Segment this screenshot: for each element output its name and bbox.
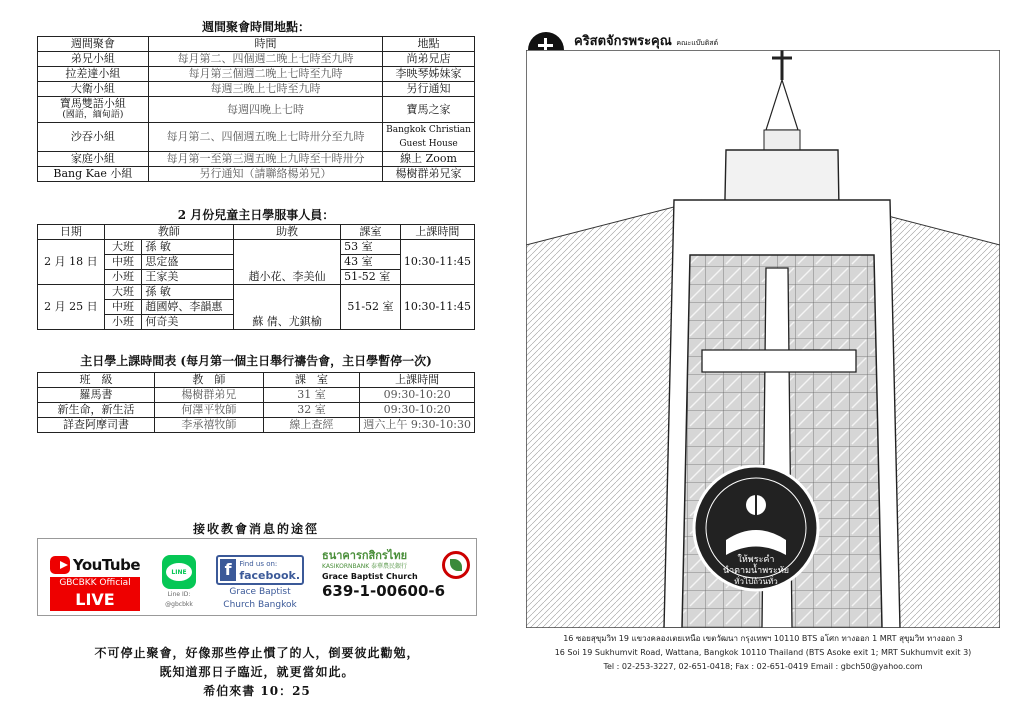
church-name-thai-small: คณะแบ๊บติสต์ — [676, 39, 719, 47]
table-row — [38, 82, 475, 97]
class-name: 小班 — [104, 270, 142, 285]
bank-name-thai: ธนาคารกสิกรไทย — [322, 549, 408, 562]
weekly-meetings-table — [37, 36, 475, 182]
meeting-time: 每月第三個週二晚上七時至九時 — [148, 67, 382, 82]
group-name: 沙吞小組 — [38, 123, 149, 152]
table-row — [38, 167, 475, 182]
youtube-live-badge — [50, 577, 140, 611]
church-name-thai-main: คริสตจักรพระคุณ — [574, 34, 672, 49]
group-name: 弟兄小組 — [38, 52, 149, 67]
teacher-name: 李承禧牧師 — [155, 418, 264, 433]
youtube-wordmark: YouTube — [72, 556, 140, 574]
emblem-text-3: ทั่วไปถ้วนทั่ว — [734, 577, 778, 586]
date-cell: 2 月 25 日 — [38, 285, 105, 330]
facebook-logo — [216, 555, 304, 585]
meeting-place: 尚弟兄店 — [383, 52, 475, 67]
facebook-wordmark: facebook. — [239, 569, 300, 582]
class-name: 大班 — [104, 285, 142, 300]
table-row — [38, 67, 475, 82]
class-name: 小班 — [104, 315, 142, 330]
line-logo-icon — [162, 555, 196, 589]
teacher-name: 趙國婷、李韻惠 — [142, 300, 234, 315]
col-header: 日期 — [38, 225, 105, 240]
assistant-name: 蘇 倩、尤錤榆 — [234, 315, 341, 330]
meeting-time: 每月第二、四個週五晚上七時卅分至九時 — [148, 123, 382, 152]
bank-account-number: 639-1-00600-6 — [322, 582, 446, 600]
assistant-name — [234, 300, 341, 315]
verse-line-1: 不可停止聚會，好像那些停止慣了的人，倒要彼此勸勉， — [94, 646, 420, 660]
table-row — [38, 285, 475, 300]
col-header: 地點 — [383, 37, 475, 52]
verse-reference: 希伯來書 10：25 — [203, 684, 311, 698]
line-id-value: @gbcbkk — [165, 601, 193, 608]
class-name: 羅馬書 — [38, 388, 155, 403]
meeting-time: 每月第一至第三週五晚上九時至十時卅分 — [148, 152, 382, 167]
sunday-school-staff-table — [37, 224, 475, 330]
youtube-play-icon — [50, 556, 70, 574]
class-name: 詳查阿摩司書 — [38, 418, 155, 433]
table-row — [38, 152, 475, 167]
room-name: 53 室 — [341, 240, 401, 255]
meetings-title: 週間聚會時間地點： — [201, 20, 310, 34]
emblem-text-2: นำตามน้ำพระทัย — [722, 566, 790, 576]
class-name: 中班 — [104, 255, 142, 270]
class-time: 10:30-11:45 — [400, 285, 474, 330]
line-account[interactable] — [158, 555, 200, 613]
contact-numbers: Tel : 02-253-3227, 02-651-0418; Fax : 02-651-0419 Email : gbch50@yahoo.com — [603, 662, 923, 671]
col-header: 課室 — [341, 225, 401, 240]
room-name: 51-52 室 — [341, 270, 401, 285]
emblem-text-1: ให้พระคำ — [737, 555, 775, 565]
teacher-name: 何澤平牧師 — [155, 403, 264, 418]
church-building-illustration — [526, 50, 1000, 628]
facebook-f-icon: f — [220, 559, 236, 581]
col-header: 時間 — [148, 37, 382, 52]
facebook-page[interactable] — [214, 555, 306, 613]
church-name-thai — [574, 30, 718, 51]
group-name: 寶馬雙語小組 — [59, 97, 126, 110]
group-name: Bang Kae 小組 — [38, 167, 149, 182]
meeting-place-line2: Guest House — [399, 139, 458, 149]
col-header: 上課時間 — [360, 373, 475, 388]
date-cell: 2 月 18 日 — [38, 240, 105, 285]
col-header: 教 師 — [155, 373, 264, 388]
meeting-place: Bangkok Christian — [386, 125, 471, 135]
room-name: 32 室 — [263, 403, 360, 418]
group-name: 家庭小組 — [38, 152, 149, 167]
group-languages: (國語，緬甸語) — [62, 110, 124, 120]
teacher-name: 孫 敏 — [142, 240, 234, 255]
col-header: 上課時間 — [400, 225, 474, 240]
group-name-cell — [38, 97, 149, 123]
kasikorn-leaf-icon — [442, 551, 470, 579]
contact-channels-box — [37, 538, 477, 616]
youtube-channel-name: GBCBKK Official — [59, 578, 131, 588]
line-id-label: Line ID: — [167, 591, 191, 598]
meeting-place: 李映琴姊妹家 — [383, 67, 475, 82]
assistant-name — [234, 255, 341, 270]
assistant-name — [234, 240, 341, 255]
class-name: 中班 — [104, 300, 142, 315]
table-row — [38, 240, 475, 255]
table-header-row — [38, 37, 475, 52]
table-row — [38, 388, 475, 403]
table-row — [38, 123, 475, 152]
table-header-row — [38, 373, 475, 388]
facebook-logo-text — [239, 559, 300, 581]
table-row — [38, 418, 475, 433]
verse-line-2: 既知道那日子臨近，就更當如此。 — [159, 665, 355, 679]
youtube-channel[interactable] — [50, 555, 140, 611]
schedule-title: 主日學上課時間表 (每月第一個主日舉行禱告會，主日學暫停一次) — [80, 354, 432, 368]
scripture-verse — [37, 644, 477, 701]
group-name: 拉差達小組 — [38, 67, 149, 82]
class-name: 大班 — [104, 240, 142, 255]
room-name: 31 室 — [263, 388, 360, 403]
church-address — [512, 632, 1014, 674]
teacher-name: 王家美 — [142, 270, 234, 285]
address-english: 16 Soi 19 Sukhumvit Road, Wattana, Bangkok 10110 Thailand (BTS Asoke exit 1; MRT Sukhumvit exit 3) — [554, 648, 972, 657]
class-time: 週六上午 9:30-10:30 — [360, 418, 475, 433]
meeting-place: 楊樹群弟兄家 — [383, 167, 475, 182]
teacher-name: 思定盛 — [142, 255, 234, 270]
table-row — [38, 52, 475, 67]
meeting-time: 每週三晚上七時至九時 — [148, 82, 382, 97]
class-time: 09:30-10:20 — [360, 403, 475, 418]
meeting-place-cell — [383, 123, 475, 152]
room-name: 43 室 — [341, 255, 401, 270]
line-logo-text: LINE — [166, 563, 192, 581]
meeting-place: 線上 Zoom — [383, 152, 475, 167]
class-name: 新生命，新生活 — [38, 403, 155, 418]
facebook-find-label: Find us on: — [239, 560, 278, 568]
room-name: 51-52 室 — [341, 285, 401, 330]
contact-title: 接收教會消息的途徑 — [192, 522, 319, 536]
address-thai: 16 ซอยสุขุมวิท 19 แขวงคลองเตยเหนือ เขตวัฒนา กรุงเทพฯ 10110 BTS อโศก ทางออก 1 MRT สุขุมวิท ทางออก 3 — [563, 634, 963, 643]
col-header: 助教 — [234, 225, 341, 240]
assistant-name: 趙小花、李美仙 — [234, 270, 341, 285]
teacher-name: 孫 敏 — [142, 285, 234, 300]
table-row — [38, 403, 475, 418]
group-name: 大衛小組 — [38, 82, 149, 97]
class-time: 09:30-10:20 — [360, 388, 475, 403]
meeting-time: 每週四晚上七時 — [148, 97, 382, 123]
teacher-name: 楊樹群弟兄 — [155, 388, 264, 403]
meeting-time: 另行通知（請聯絡楊弟兄） — [148, 167, 382, 182]
table-header-row — [38, 225, 475, 240]
facebook-page-name-1: Grace Baptist — [229, 587, 291, 597]
meeting-place: 寶馬之家 — [383, 97, 475, 123]
facebook-page-name-2: Church Bangkok — [223, 600, 297, 610]
room-name: 線上查經 — [263, 418, 360, 433]
col-header: 課 室 — [263, 373, 360, 388]
staff-title: 2 月份兒童主日學服事人員： — [177, 208, 335, 222]
meeting-place: 另行通知 — [383, 82, 475, 97]
youtube-logo — [50, 555, 140, 575]
bank-account-info — [322, 549, 472, 611]
youtube-live-label: LIVE — [75, 590, 115, 609]
class-time: 10:30-11:45 — [400, 240, 474, 285]
col-header: 班 級 — [38, 373, 155, 388]
assistant-name — [234, 285, 341, 300]
teacher-name: 何奇美 — [142, 315, 234, 330]
col-header: 教師 — [104, 225, 233, 240]
bank-account-name: Grace Baptist Church — [322, 572, 418, 581]
bank-name-english: KASIKORNBANK 泰華農民銀行 — [322, 563, 408, 570]
col-header: 週間聚會 — [38, 37, 149, 52]
meeting-time: 每月第二、四個週二晚上七時至九時 — [148, 52, 382, 67]
table-row — [38, 97, 475, 123]
sunday-school-schedule-table — [37, 372, 475, 433]
